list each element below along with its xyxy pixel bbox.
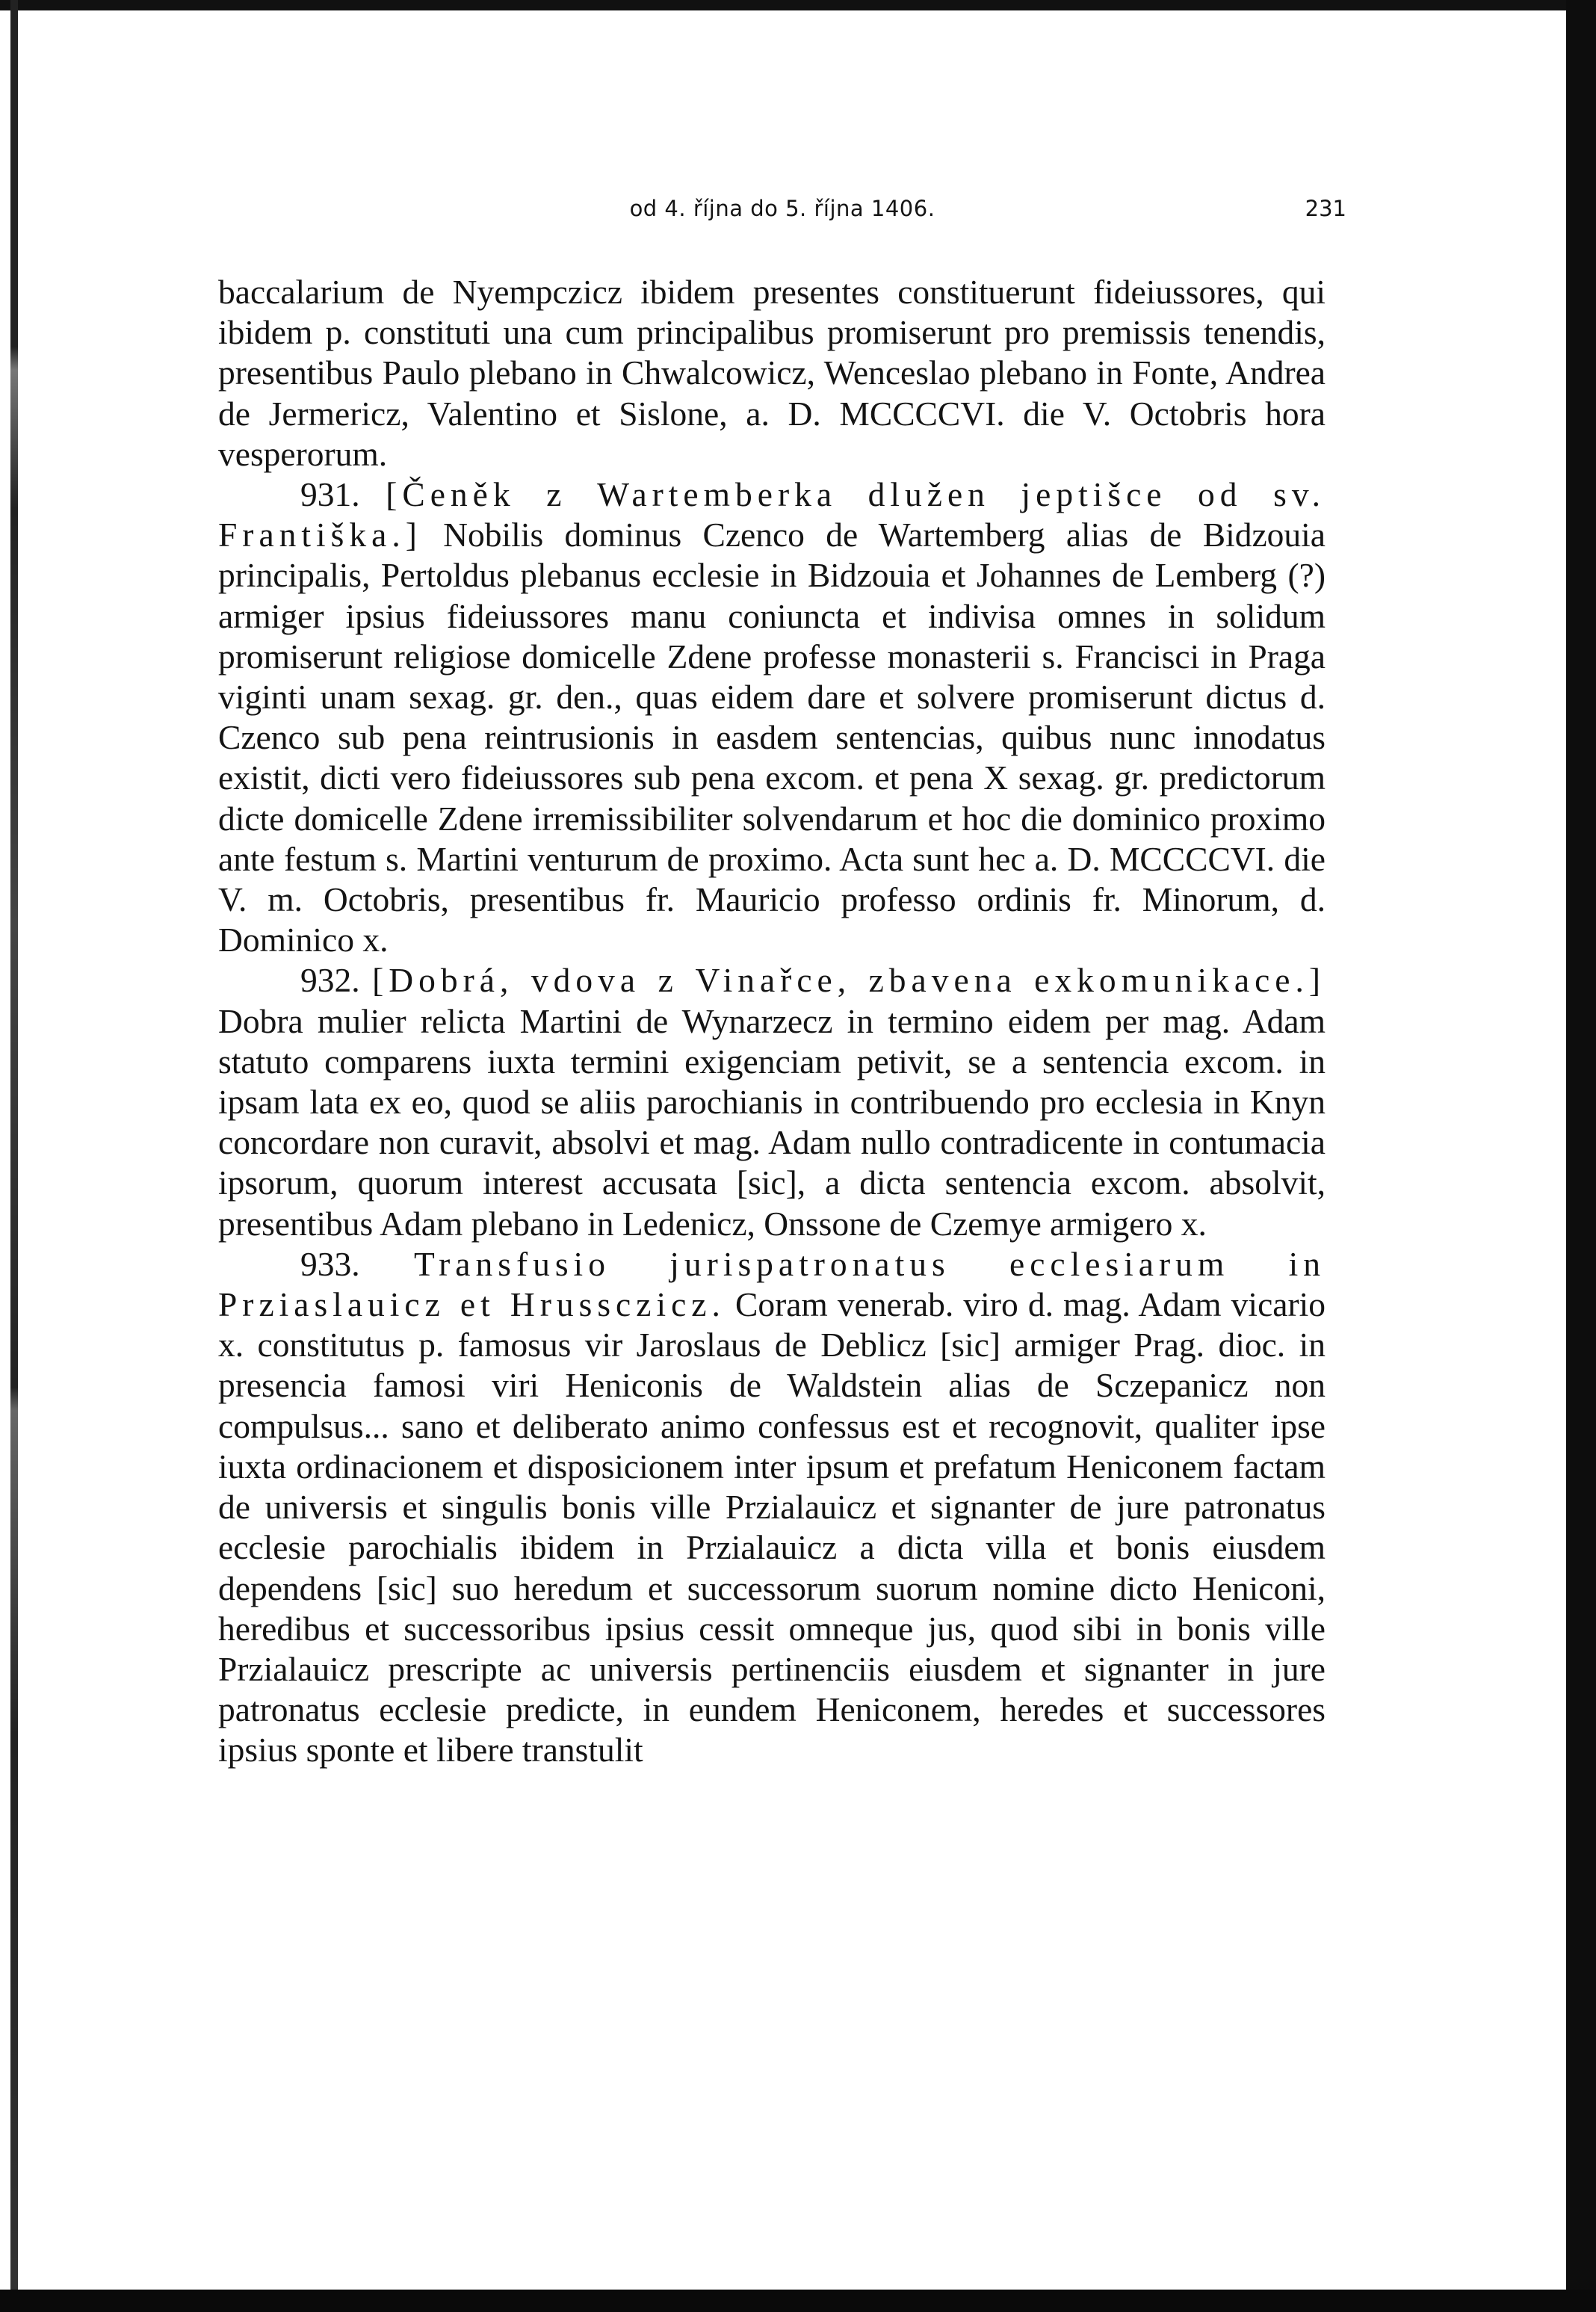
page-body — [218, 272, 1326, 1771]
entry-text: Coram venerab. viro d. mag. Adam vicario x. constitutus p. famosus vir Jaroslaus de Deblicz [sic] armiger Prag. dioc. in presencia famosi viri Heniconis de Waldstein alias de Sczepanicz non compulsus... sano et deliberato animo confessus est et recognovit, qualiter ipse iuxta ordinacionem et disposicionem inter ipsum et prefatum Heniconem factam de universis et singulis bonis ville Przialauicz et signanter de jure patronatus ecclesie parochialis ibidem in Przialauicz a dicta villa et bonis eiusdem dependens [sic] suo heredum et successorum suorum nomine dicto Heniconi, heredibus et successoribus ipsius cessit omneque jus, quod sibi in bonis ville Przialauicz prescripte ac universis pertinenciis eiusdem et signanter in jure patronatus ecclesie predicte, in eundem Heniconem, heredes et successores ipsius sponte et libere transtulit — [218, 1285, 1326, 1769]
scan-border-left — [10, 0, 18, 2312]
scan-border-bottom — [0, 2290, 1596, 2312]
entry-text: Nobilis dominus Czenco de Wartemberg alias de Bidzouia principalis, Pertoldus plebanus ecclesie in Bidzouia et Johannes de Lemberg (?) armiger ipsius fideiussores manu coniuncta et indivisa omnes in solidum promiserunt religiose domicelle Zdene professe monasterii s. Francisci in Praga viginti unam sexag. gr. den., quas eidem dare et solvere promiserunt dictus d. Czenco sub pena reintrusionis in easdem sentencias, quibus nunc innodatus existit, dicti vero fideiussores sub pena excom. et pena X sexag. gr. predictorum dicte domicelle Zdene irremissibiliter solvendarum et hoc die dominico proximo ante festum s. Martini venturum de proximo. Acta sunt hec a. D. MCCCCVI. die V. m. Octobris, presentibus fr. Mauricio professo ordinis fr. Minorum, d. Dominico x. — [218, 516, 1326, 959]
entry-heading: [Čeněk z Wartemberka dlužen jeptišce od sv. Františka.] — [218, 475, 1326, 554]
page-number: 231 — [1305, 196, 1346, 221]
scan-border-right — [1566, 0, 1596, 2312]
entry-heading: Transfusio jurispatronatus ecclesiarum in Prziaslauicz et Hrussczicz. — [218, 1244, 1326, 1324]
entry-heading: [Dobrá, vdova z Vinařce, zbavena exkomunikace.] — [372, 961, 1326, 1000]
entry-text: Dobra mulier relicta Martini de Wynarzecz in termino eidem per mag. Adam statuto comparens iuxta termini exigenciam petivit, se a sentencia excom. in ipsam lata ex eo, quod se aliis parochianis in contribuendo pro ecclesia in Knyn concordare non curavit, absolvi et mag. Adam nullo contradicente in contumacia ipsorum, quorum interest accusata [sic], a dicta sentencia excom. absolvit, presentibus Adam plebano in Ledenicz, Onssone de Czemye armigero x. — [218, 1001, 1326, 1243]
entry-number: 932. — [300, 961, 360, 1000]
page-header — [218, 196, 1346, 226]
entry-932 — [218, 960, 1326, 1243]
scan-border-top — [0, 0, 1596, 10]
intro-paragraph: baccalarium de Nyempczicz ibidem presentes constituerunt fideiussores, qui ibidem p. constituti una cum principalibus promiserunt pro premissis tenendis, presentibus Paulo plebano in Chwalcowicz, Wenceslao plebano in Fonte, Andrea de Jermericz, Valentino et Sislone, a. D. MCCCCVI. die V. Octobris hora vesperorum. — [218, 273, 1326, 473]
running-title: od 4. října do 5. října 1406. — [629, 196, 935, 221]
entry-number: 931. — [300, 475, 360, 514]
entry-931 — [218, 475, 1326, 960]
entry-number: 933. — [300, 1244, 360, 1283]
entry-933 — [218, 1244, 1326, 1771]
